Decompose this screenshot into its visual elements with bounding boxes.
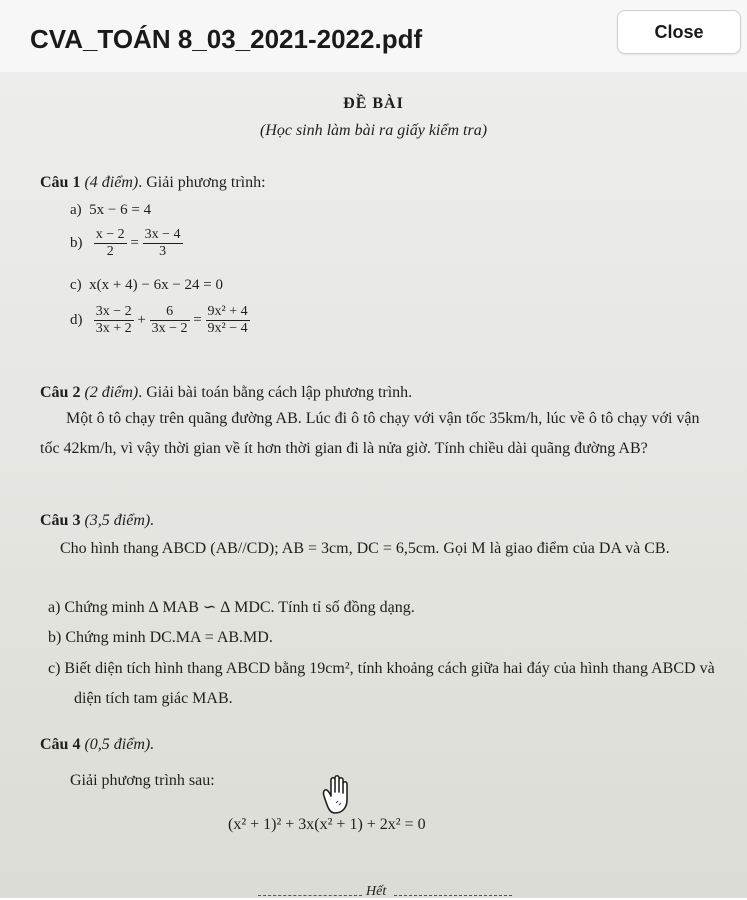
item-label: d) <box>70 312 83 329</box>
question-1b <box>70 227 183 260</box>
document-page[interactable] <box>0 72 747 898</box>
question-3-body: Cho hình thang ABCD (AB//CD); AB = 3cm, DC = 6,5cm. Gọi M là giao điểm của DA và CB. <box>60 540 670 557</box>
question-3b: b) Chứng minh DC.MA = AB.MD. <box>48 629 273 646</box>
equation-4: (x² + 1)² + 3x(x² + 1) + 2x² = 0 <box>228 816 426 833</box>
denominator: 9x² − 4 <box>207 321 248 337</box>
question-1a <box>70 202 151 219</box>
denominator: 3 <box>159 244 167 260</box>
question-1-text: . Giải phương trình: <box>138 174 266 191</box>
question-3a: a) Chứng minh ∆ MAB ∽ ∆ MDC. Tính tỉ số đồng dạng. <box>48 599 415 616</box>
numerator: 9x² + 4 <box>206 304 250 321</box>
numerator: 6 <box>150 304 190 321</box>
viewer-header <box>0 0 747 72</box>
end-marker: Hết <box>366 884 387 899</box>
plus-sign: + <box>137 312 146 329</box>
denominator: 3x + 2 <box>95 321 132 337</box>
question-2-heading <box>40 384 412 402</box>
fraction <box>94 304 134 337</box>
question-3-label: Câu 3 <box>40 512 81 529</box>
document-title: CVA_TOÁN 8_03_2021-2022.pdf <box>30 24 423 54</box>
exam-heading: ĐỀ BÀI <box>343 95 404 112</box>
equals-sign: = <box>193 312 202 329</box>
question-2-text: . Giải bài toán bằng cách lập phương trình. <box>138 384 413 401</box>
end-divider-right <box>394 895 512 896</box>
item-label: a) <box>70 202 82 218</box>
question-1c <box>70 277 223 294</box>
question-4-label: Câu 4 <box>40 736 81 753</box>
close-button[interactable]: Close <box>617 10 741 54</box>
numerator: 3x − 2 <box>94 304 134 321</box>
exam-subtitle: (Học sinh làm bài ra giấy kiểm tra) <box>259 122 488 139</box>
question-1-points: (4 điểm) <box>84 174 139 191</box>
item-label: b) <box>70 235 83 252</box>
fraction <box>150 304 190 337</box>
numerator: x − 2 <box>94 227 127 244</box>
question-2-points: (2 điểm) <box>84 384 139 401</box>
question-2-label: Câu 2 <box>40 384 81 401</box>
denominator: 3x − 2 <box>151 321 188 337</box>
question-3-heading <box>40 512 154 530</box>
end-divider-left <box>258 895 362 896</box>
item-label: c) <box>70 277 82 293</box>
fraction <box>94 227 127 260</box>
equation-1c: x(x + 4) − 6x − 24 = 0 <box>89 277 223 293</box>
question-3c: c) Biết diện tích hình thang ABCD bằng 19cm², tính khoảng cách giữa hai đáy của hình thang ABCD và diện tích tam giác MAB. <box>48 660 715 707</box>
question-4-heading <box>40 736 154 754</box>
question-1-heading <box>40 174 266 192</box>
question-1-label: Câu 1 <box>40 174 81 191</box>
fraction <box>206 304 250 337</box>
numerator: 3x − 4 <box>143 227 183 244</box>
question-2-body: Một ô tô chạy trên quãng đường AB. Lúc đi ô tô chạy với vận tốc 35km/h, lúc về ô tô chạy với vận tốc 42km/h, vì vậy thời gian về ít hơn thời gian đi là nửa giờ. Tính chiều dài quãng đường AB? <box>40 410 700 457</box>
fraction <box>143 227 183 260</box>
question-4-points: (0,5 điểm). <box>84 736 155 753</box>
equals-sign: = <box>130 235 139 252</box>
question-4-text: Giải phương trình sau: <box>70 772 215 789</box>
denominator: 2 <box>106 244 114 260</box>
equation-1a: 5x − 6 = 4 <box>89 202 152 218</box>
question-3-points: (3,5 điểm). <box>84 512 155 529</box>
hand-cursor-icon <box>318 772 358 816</box>
question-1d <box>70 304 250 337</box>
